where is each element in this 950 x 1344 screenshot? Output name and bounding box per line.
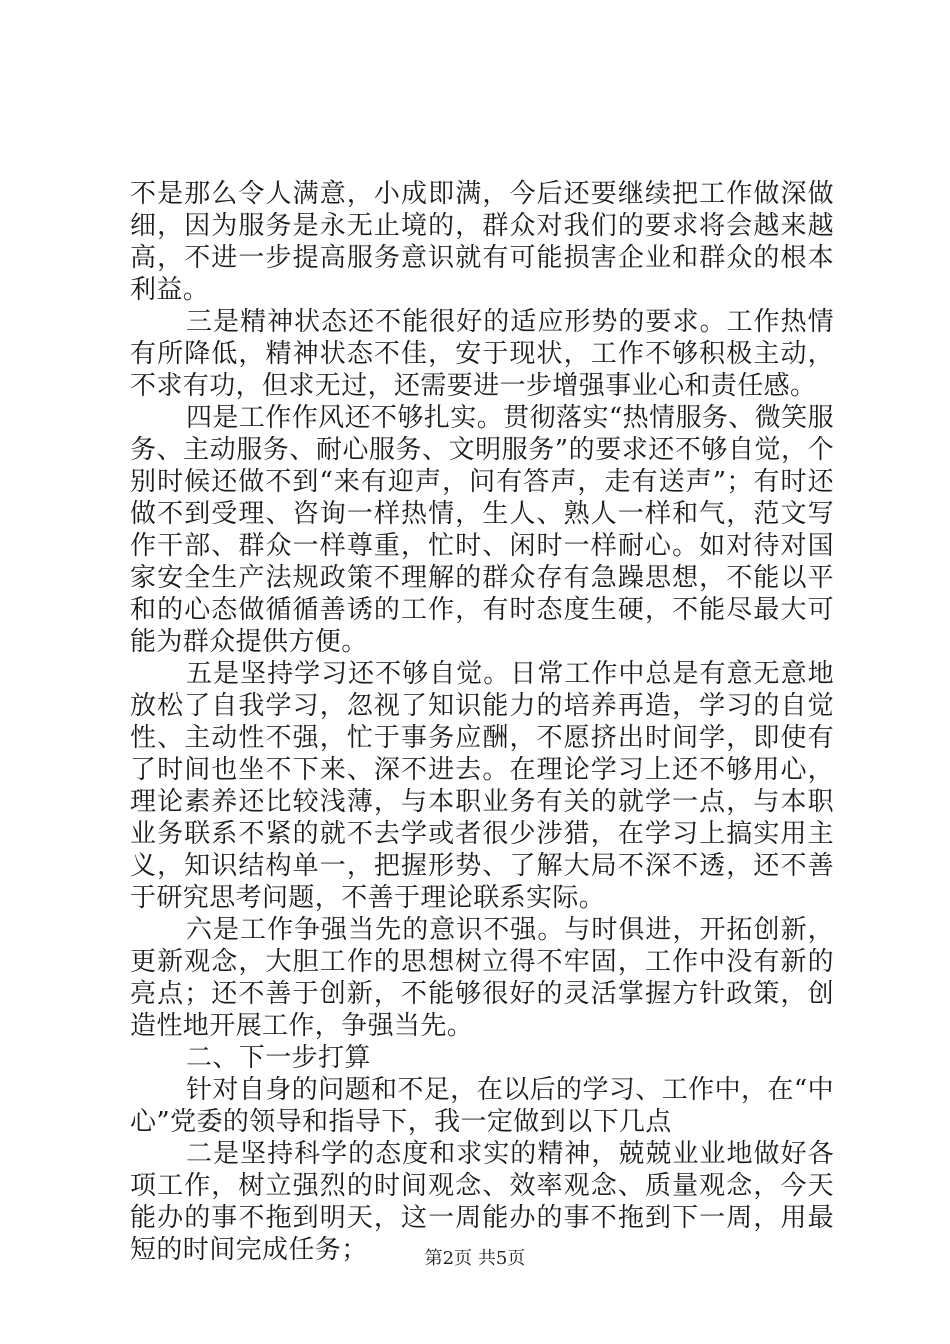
paragraph-point-four: 四是工作作风还不够扎实。贯彻落实“热情服务、微笑服务、主动服务、耐心服务、文明服务”的要求还不够自觉，个别时候还做不到“来有迎声，问有答声，走有送声”；有时还做不到受理、咨询一样热情，生人、熟人一样和气，范文写作干部、群众一样尊重，忙时、闲时一样耐心。如对待对国家安全生产法规政策不理解的群众存有急躁思想，不能以平和的心态做循循善诱的工作，有时态度生硬，不能尽最大可能为群众提供方便。 (130, 403, 834, 657)
document-body (130, 178, 834, 1266)
paragraph-point-five: 五是坚持学习还不够自觉。日常工作中总是有意无意地放松了自我学习，忽视了知识能力的培养再造，学习的自觉性、主动性不强，忙于事务应酬，不愿挤出时间学，即使有了时间也坐不下来、深不进去。在理论学习上还不够用心，理论素养还比较浅薄，与本职业务有关的就学一点，与本职业务联系不紧的就不去学或者很少涉猎，在学习上搞实用主义，知识结构单一，把握形势、了解大局不深不透，还不善于研究思考问题，不善于理论联系实际。 (130, 659, 834, 913)
page-footer: 第2页 共5页 (424, 1248, 526, 1269)
paragraph-point-six: 六是工作争强当先的意识不强。与时俱进，开拓创新，更新观念，大胆工作的思想树立得不牢固，工作中没有新的亮点；还不善于创新，不能够很好的灵活掌握方针政策，创造性地开展工作，争强当先。 (130, 915, 834, 1041)
section-heading-next-plan: 二、下一步打算 (186, 1043, 371, 1073)
paragraph-plan-point-two: 二是坚持科学的态度和求实的精神，兢兢业业地做好各项工作，树立强烈的时间观念、效率观念、质量观念，今天能办的事不拖到明天，这一周能办的事不拖到下一周，用最短的时间完成任务； (130, 1139, 834, 1265)
paragraph-point-three: 三是精神状态还不能很好的适应形势的要求。工作热情有所降低，精神状态不佳，安于现状，工作不够积极主动，不求有功，但求无过，还需要进一步增强事业心和责任感。 (130, 307, 834, 401)
paragraph-continuation: 不是那么令人满意，小成即满，今后还要继续把工作做深做细，因为服务是永无止境的，群众对我们的要求将会越来越高，不进一步提高服务意识就有可能损害企业和群众的根本利益。 (130, 179, 834, 305)
paragraph-plan-intro: 针对自身的问题和不足，在以后的学习、工作中，在“中心”党委的领导和指导下，我一定做到以下几点 (130, 1075, 834, 1137)
